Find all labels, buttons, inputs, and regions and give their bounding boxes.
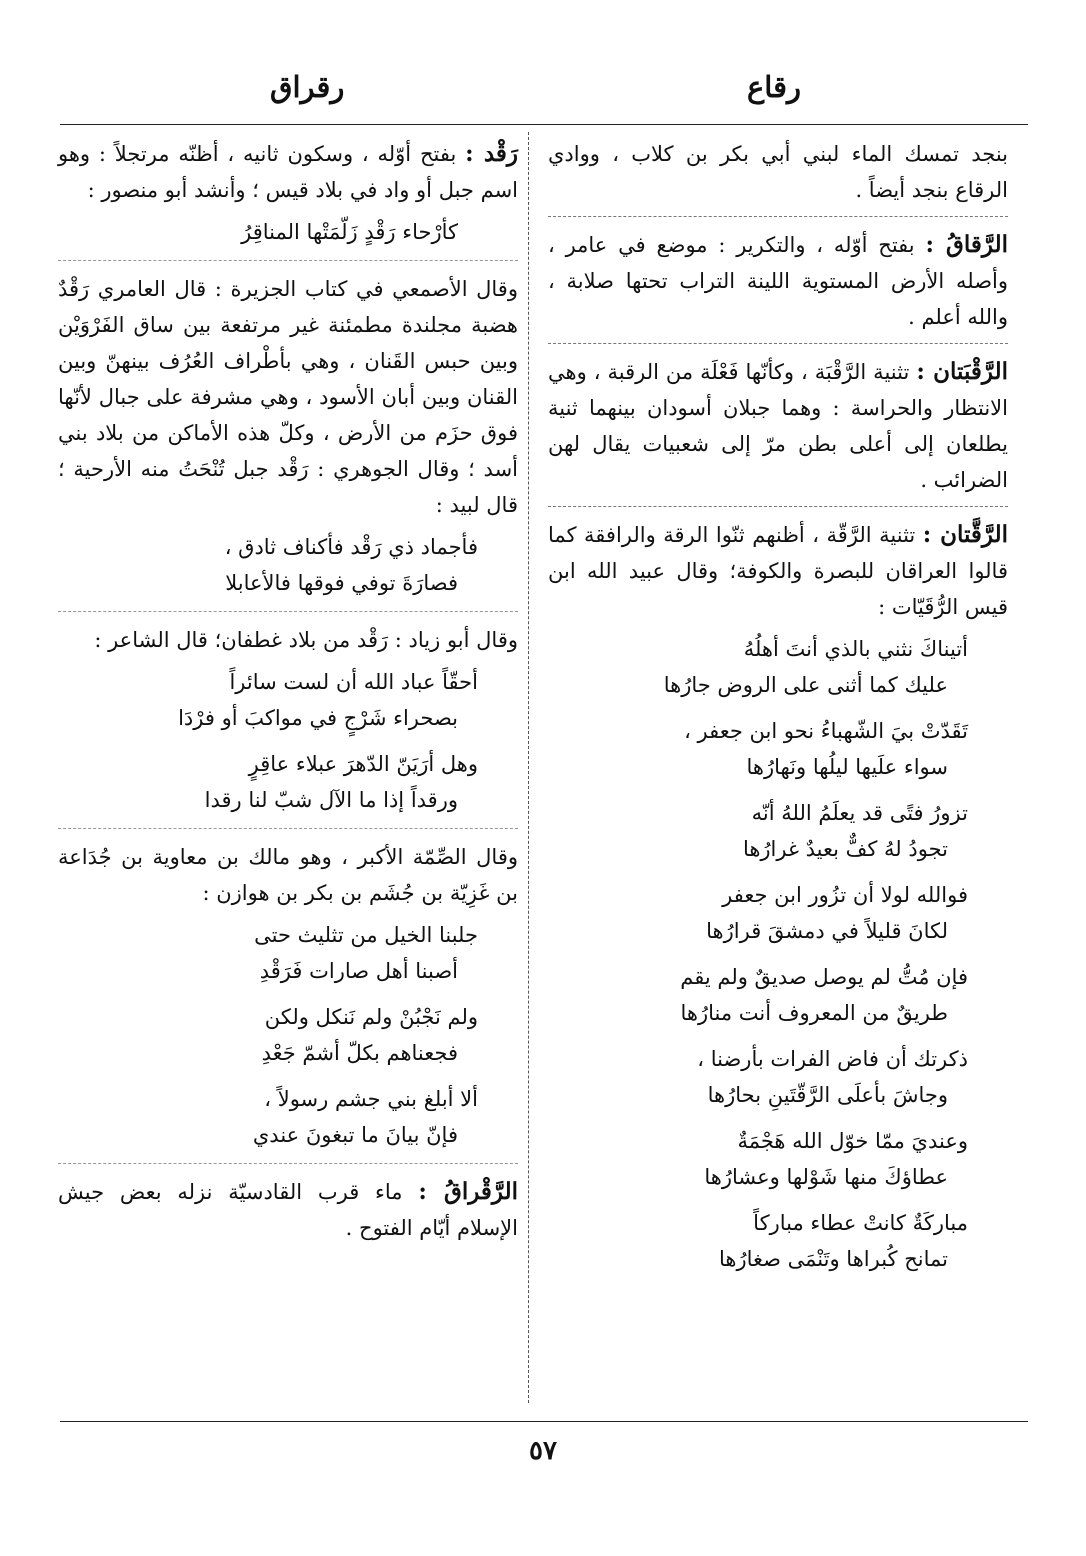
verse [58, 1081, 518, 1153]
entry-text: تثنية الرَّقّة ، أظنهم ثنّوا الرقة والرافقة كما قالوا العراقان للبصرة والكوفة؛ وقال عبيد الله ابن قيس الرُّقَيّات : [548, 523, 1008, 619]
headword: الرَّقْبَتان : [916, 358, 1008, 385]
hemistich: لكانَ قليلاً في دمشقَ قرارُها [706, 919, 948, 943]
hemistich: تمانح كُبراها وتَنْمَى صغارُها [719, 1247, 948, 1271]
entry-text: وقال الصِّمّة الأكبر ، وهو مالك بن معاوية بن جُدَاعة بن غَزِيّة بن جُشَم بن بكر بن هوازن : [58, 845, 518, 905]
hemistich: عليك كما أثنى على الروض جارُها [663, 673, 948, 697]
verse [58, 746, 518, 818]
hemistich: ذكرتك أن فاض الفرات بأرضنا ، [697, 1047, 968, 1071]
verse [548, 1123, 1008, 1195]
hemistich: سواء علَيها ليلُها ونَهارُها [746, 755, 948, 779]
entry-raqraq [58, 1174, 518, 1246]
hemistich: بصحراء شَرْجٍ في مواكبَ أو فرْدَا [178, 706, 458, 730]
hemistich: وهل أرَيَنّ الدّهرَ عبلاء عاقِرٍ [248, 752, 478, 776]
column-divider [528, 132, 529, 1403]
hemistich: ألا أبلغ بني جشم رسولاً ، [264, 1087, 478, 1111]
verse [548, 631, 1008, 703]
verse [548, 1205, 1008, 1277]
entry-raqd [58, 136, 518, 208]
verse [548, 959, 1008, 1031]
hemistich: وعنديَ ممّا خوّل الله هَجْمَةٌ [737, 1129, 968, 1153]
verse [58, 999, 518, 1071]
verse [548, 1041, 1008, 1113]
hemistich: وجاشَ بأعلَى الرَّقّتَينِ بحارُها [707, 1083, 948, 1107]
entry-divider [548, 216, 1008, 217]
hemistich: فجعناهم بكلّ أشمّ جَعْدِ [261, 1041, 458, 1065]
verse [58, 917, 518, 989]
headword: رَقْد : [465, 140, 518, 167]
verse [548, 713, 1008, 785]
entry-divider [58, 1163, 518, 1164]
hemistich: تزورُ فتًى قد يعلَمُ اللهُ أنّه [751, 801, 968, 825]
entry-text: بفتح أوّله ، والتكرير : موضع في عامر ، وأصله الأرض المستوية اللينة التراب تحتها صلابة ، والله أعلم . [548, 233, 1008, 329]
running-header [60, 62, 1026, 122]
entry-raqqatan [548, 517, 1008, 625]
hemistich: فإن مُتُّ لم يوصل صديقٌ ولم يقم [680, 965, 968, 989]
entry-text: وقال أبو زياد : رَقْد من بلاد غطفان؛ قال الشاعر : [94, 628, 518, 652]
entry-divider [58, 260, 518, 261]
entry-text: وقال الأصمعي في كتاب الجزيرة : قال العامري رَقْدٌ هضبة مجلندة مطمئنة غير مرتفعة بين ساق الفَرْوَيْن وبين حبس القَنان ، وهي بأطْراف العُرُف بينهنّ وبين القنان وبين أبان الأسود ، وهي مشرفة على جبال لأنّها فوق حزَم من الأرض ، وكلّ هذه الأماكن من بلاد بني أسد ؛ وقال الجوهري : رَقْد جبل تُنْحَتُ منه الأرحية ؛ قال لبيد : [58, 277, 518, 517]
hemistich: فصارَةَ توفي فوقها فالأعابلا [225, 571, 458, 595]
verse [548, 877, 1008, 949]
hemistich: أصبنا أهل صارات فَرَقْدِ [259, 959, 458, 983]
hemistich: طريقٌ من المعروف أنت منارُها [680, 1001, 948, 1025]
footer-rule [60, 1421, 1028, 1422]
entry-divider [58, 611, 518, 612]
entry-raqbatan [548, 354, 1008, 498]
verse [58, 529, 518, 601]
right-column [548, 136, 1008, 1287]
entry-divider [548, 506, 1008, 507]
header-left-title: رقراق [270, 70, 345, 104]
hemistich: فأجماد ذي رَقْد فأكناف ثادق ، [224, 535, 478, 559]
hemistich: أحقّاً عباد الله أن لست سائراً [229, 670, 478, 694]
hemistich: تجودُ لهُ كفٌّ بعيدٌ غرارُها [742, 837, 948, 861]
poem [548, 631, 1008, 1277]
left-column [58, 136, 518, 1246]
headword: الرَّقاقُ : [925, 231, 1008, 258]
hemistich: ورقداً إذا ما الآل شبّ لنا رقدا [204, 788, 458, 812]
hemistich: أتيناكَ نثني بالذي أنتَ أهلُهُ [743, 637, 968, 661]
entry-text: بفتح أوّله ، وسكون ثانيه ، أظنّه مرتجلاً : وهو اسم جبل أو واد في بلاد قيس ؛ وأنشد أبو منصور : [58, 142, 518, 202]
entry-raqaq [548, 227, 1008, 335]
header-rule [60, 124, 1028, 125]
entry-divider [58, 828, 518, 829]
entry-text: تثنية الرَّقْبَة ، وكأنّها فَعْلَة من الرقبة ، وهي الانتظار والحراسة : وهما جبلان أسودان بينهما ثنية يطلعان إلى أعلى بطن مرّ إلى شعبيات يقال لهن الضرائب . [548, 360, 1008, 492]
entry-divider [548, 343, 1008, 344]
headword: الرَّقْراقُ : [418, 1178, 518, 1205]
hemistich: ولم نَجْبُنْ ولم نَنكل ولكن [264, 1005, 478, 1029]
verse [548, 795, 1008, 867]
entry-text: ماء قرب القادسيّة نزله بعض جيش الإسلام أيّام الفتوح . [58, 1180, 518, 1240]
verse: كأرْحاء رَقْدٍ زَلّمَتْها المناقِرُ [241, 220, 458, 244]
hemistich: فوالله لولا أن تزُور ابن جعفر [722, 883, 968, 907]
hemistich: فإنّ بيانَ ما تبغونَ عندي [252, 1123, 458, 1147]
continued-text: بنجد تمسك الماء لبني أبي بكر بن كلاب ، ووادي الرقاع بنجد أيضاً . [548, 142, 1008, 202]
page-number: ٥٧ [529, 1436, 557, 1466]
headword: الرَّقَّتان : [922, 521, 1008, 548]
hemistich: مباركَةٌ كانتْ عطاء مباركاً [753, 1211, 968, 1235]
hemistich: عطاؤكَ منها شَوْلها وعشارُها [704, 1165, 948, 1189]
hemistich: تَقَدّتْ بيَ الشّهباءُ نحو ابن جعفر ، [684, 719, 968, 743]
header-right-title: رقاع [746, 70, 801, 104]
hemistich: جلبنا الخيل من تثليث حتى [254, 923, 478, 947]
verse [58, 664, 518, 736]
